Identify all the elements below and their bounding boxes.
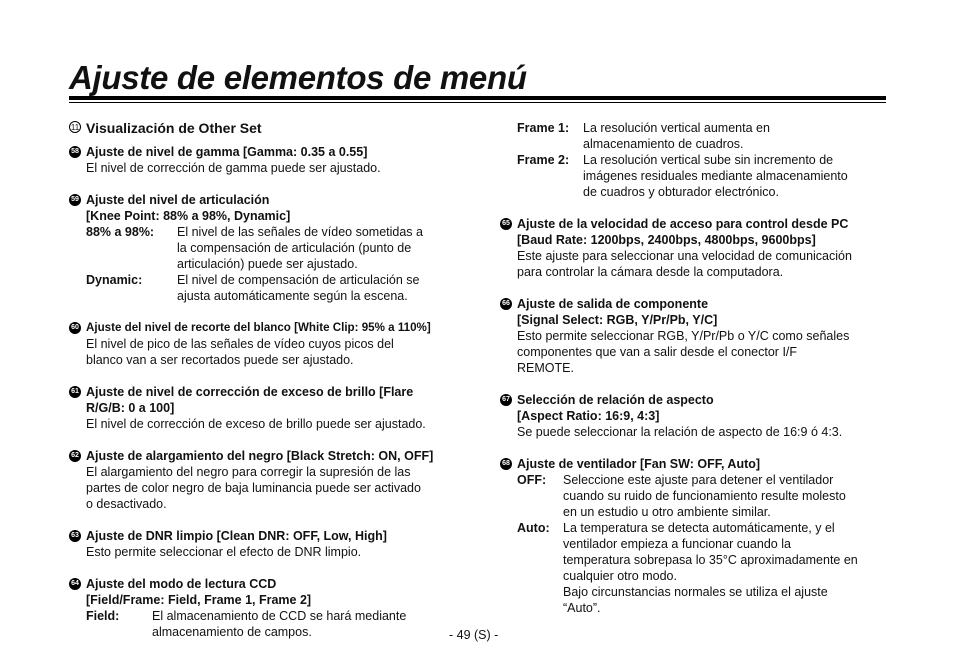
title-rule-thick bbox=[69, 96, 886, 100]
definition-line: ajusta automáticamente según la escena. bbox=[177, 289, 408, 303]
item-number-icon: 60 bbox=[69, 322, 81, 334]
field-frame-continued bbox=[500, 120, 890, 200]
definition-term: 88% a 98%: bbox=[86, 225, 155, 239]
definition-row bbox=[86, 224, 469, 272]
menu-item-aspect-ratio bbox=[500, 392, 890, 440]
item-description: partes de color negro de baja luminancia puede ser activado bbox=[86, 481, 421, 495]
item-description: componentes que van a salir desde el conector I/F bbox=[517, 345, 798, 359]
section-heading bbox=[69, 120, 469, 137]
item-title: Ajuste de DNR limpio [Clean DNR: OFF, Low, High] bbox=[86, 529, 387, 543]
item-title: Ajuste del nivel de articulación bbox=[86, 193, 270, 207]
definition-line: “Auto”. bbox=[563, 601, 601, 615]
definition-row bbox=[517, 120, 890, 152]
title-rule-thin bbox=[69, 102, 886, 103]
item-number-icon: 62 bbox=[69, 450, 81, 462]
item-title-range: [Knee Point: 88% a 98%, Dynamic] bbox=[86, 209, 291, 223]
definition-row bbox=[86, 608, 469, 640]
definition-text bbox=[177, 224, 469, 272]
definition-line: de cuadros y obturador electrónico. bbox=[583, 185, 779, 199]
definition-text bbox=[583, 152, 890, 200]
item-description: blanco van a ser recortados puede ser ajustado. bbox=[86, 353, 354, 367]
menu-item-flare bbox=[69, 384, 469, 432]
menu-item-white-clip bbox=[69, 320, 469, 368]
definition-term: Frame 2: bbox=[517, 153, 570, 167]
definition-line: cualquier otro modo. bbox=[563, 569, 677, 583]
section-heading-text: Visualización de Other Set bbox=[86, 120, 262, 136]
page-title: Ajuste de elementos de menú bbox=[69, 59, 527, 96]
item-description: El alargamiento del negro para corregir la supresión de las bbox=[86, 465, 411, 479]
item-number-icon: 66 bbox=[500, 298, 512, 310]
definition-term: OFF: bbox=[517, 473, 547, 487]
definition-line: El nivel de compensación de articulación se bbox=[177, 273, 420, 287]
definition-row bbox=[517, 152, 890, 200]
item-description: Esto permite seleccionar el efecto de DNR limpio. bbox=[86, 545, 362, 559]
definition-line: almacenamiento de cuadros. bbox=[583, 137, 744, 151]
definition-row bbox=[517, 472, 890, 520]
menu-item-fan-sw bbox=[500, 456, 890, 616]
definition-row bbox=[517, 520, 890, 616]
definition-line: articulación) puede ser ajustado. bbox=[177, 257, 358, 271]
item-title-range: R/G/B: 0 a 100] bbox=[86, 401, 175, 415]
definition-term: Auto: bbox=[517, 521, 550, 535]
item-number-icon: 58 bbox=[69, 146, 81, 158]
item-description: Este ajuste para seleccionar una velocidad de comunicación bbox=[517, 249, 852, 263]
definition-line: cuando su ruido de funcionamiento resulte molesto bbox=[563, 489, 846, 503]
item-title: Ajuste de nivel de corrección de exceso de brillo [Flare bbox=[86, 385, 414, 399]
item-number-icon: 59 bbox=[69, 194, 81, 206]
item-title: Ajuste del modo de lectura CCD bbox=[86, 577, 277, 591]
item-description: Esto permite seleccionar RGB, Y/Pr/Pb o Y/C como señales bbox=[517, 329, 850, 343]
definition-text bbox=[177, 272, 469, 304]
definition-line: El almacenamiento de CCD se hará mediante bbox=[152, 609, 407, 623]
item-number-icon: 67 bbox=[500, 394, 512, 406]
right-column bbox=[500, 120, 890, 632]
definition-text bbox=[563, 520, 890, 616]
definition-text bbox=[563, 472, 890, 520]
definition-term: Frame 1: bbox=[517, 121, 570, 135]
item-title: Ajuste de alargamiento del negro [Black Stretch: ON, OFF] bbox=[86, 449, 434, 463]
item-title-range: [Baud Rate: 1200bps, 2400bps, 4800bps, 9600bps] bbox=[517, 233, 816, 247]
definition-line: Seleccione este ajuste para detener el ventilador bbox=[563, 473, 834, 487]
item-title: Ajuste de ventilador [Fan SW: OFF, Auto] bbox=[517, 457, 761, 471]
definition-text bbox=[583, 120, 890, 152]
definition-term: Field: bbox=[86, 609, 120, 623]
definition-line: La resolución vertical aumenta en bbox=[583, 121, 770, 135]
item-title: Ajuste de salida de componente bbox=[517, 297, 709, 311]
item-title: Ajuste de nivel de gamma [Gamma: 0.35 a 0.55] bbox=[86, 145, 368, 159]
item-title-range: [Aspect Ratio: 16:9, 4:3] bbox=[517, 409, 660, 423]
item-description: para controlar la cámara desde la computadora. bbox=[517, 265, 784, 279]
definition-text bbox=[152, 608, 469, 640]
item-number-icon: 65 bbox=[500, 218, 512, 230]
menu-item-black-stretch bbox=[69, 448, 469, 512]
definition-line: La resolución vertical sube sin incremento de bbox=[583, 153, 834, 167]
item-description: REMOTE. bbox=[517, 361, 574, 375]
menu-item-field-frame bbox=[69, 576, 469, 640]
definition-line: ventilador empieza a funcionar cuando la bbox=[563, 537, 791, 551]
definition-row bbox=[86, 272, 469, 304]
definition-line: almacenamiento de campos. bbox=[152, 625, 312, 639]
definition-line: La temperatura se detecta automáticamente, y el bbox=[563, 521, 835, 535]
item-title: Ajuste del nivel de recorte del blanco [White Clip: 95% a 110%] bbox=[86, 321, 431, 334]
menu-item-knee-point bbox=[69, 192, 469, 304]
definition-line: en un estudio u otro ambiente similar. bbox=[563, 505, 771, 519]
item-number-icon: 64 bbox=[69, 578, 81, 590]
definition-line: imágenes residuales mediante almacenamiento bbox=[583, 169, 848, 183]
definition-line: El nivel de las señales de vídeo sometidas a bbox=[177, 225, 423, 239]
item-description: o desactivado. bbox=[86, 497, 167, 511]
item-title: Ajuste de la velocidad de acceso para control desde PC bbox=[517, 217, 849, 231]
item-description: El nivel de pico de las señales de vídeo cuyos picos del bbox=[86, 337, 394, 351]
item-number-icon: 63 bbox=[69, 530, 81, 542]
circled-number-icon: 11 bbox=[70, 123, 80, 132]
definition-line: la compensación de articulación (punto de bbox=[177, 241, 412, 255]
definition-term: Dynamic: bbox=[86, 273, 143, 287]
item-description: El nivel de corrección de gamma puede ser ajustado. bbox=[86, 161, 381, 175]
left-column bbox=[69, 120, 469, 656]
menu-item-signal-select bbox=[500, 296, 890, 376]
item-title: Selección de relación de aspecto bbox=[517, 393, 714, 407]
page-number: - 49 (S) - bbox=[449, 628, 499, 642]
definition-line: Bajo circunstancias normales se utiliza el ajuste bbox=[563, 585, 828, 599]
definition-line: temperatura sobrepasa lo 35°C aproximadamente en bbox=[563, 553, 858, 567]
item-number-icon: 61 bbox=[69, 386, 81, 398]
menu-item-gamma bbox=[69, 144, 469, 176]
menu-item-clean-dnr bbox=[69, 528, 469, 560]
item-description: El nivel de corrección de exceso de brillo puede ser ajustado. bbox=[86, 417, 426, 431]
item-title-range: [Signal Select: RGB, Y/Pr/Pb, Y/C] bbox=[517, 313, 718, 327]
item-title-range: [Field/Frame: Field, Frame 1, Frame 2] bbox=[86, 593, 312, 607]
menu-item-baud-rate bbox=[500, 216, 890, 280]
item-number-icon: 68 bbox=[500, 458, 512, 470]
item-description: Se puede seleccionar la relación de aspecto de 16:9 ó 4:3. bbox=[517, 425, 843, 439]
